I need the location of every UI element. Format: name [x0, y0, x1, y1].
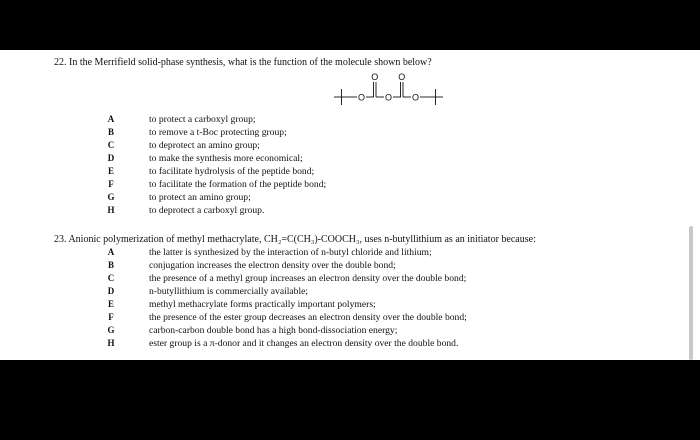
option-letter: A — [107, 114, 115, 124]
option-text: to deprotect an amino group; — [149, 140, 260, 151]
option-letter: A — [107, 247, 115, 257]
option-letter: H — [107, 205, 115, 215]
option-text: to protect an amino group; — [149, 192, 251, 203]
ether-oxygen-1: O — [357, 92, 366, 103]
option-letter: C — [107, 273, 115, 283]
option-text: to deprotect a carboxyl group. — [149, 205, 265, 216]
question-22-prompt: 22. In the Merrifield solid-phase synthesis, what is the function of the molecule shown below? — [54, 57, 432, 68]
option-letter: E — [107, 166, 114, 176]
document-page — [0, 50, 700, 360]
option-letter: G — [107, 325, 115, 335]
option-letter: D — [107, 153, 115, 163]
option-letter: G — [107, 192, 115, 202]
option-text: to facilitate the formation of the peptide bond; — [149, 179, 327, 190]
option-letter: E — [107, 299, 114, 309]
option-text: methyl methacrylate forms practically important polymers; — [149, 299, 376, 310]
option-letter: F — [108, 312, 114, 322]
option-text: carbon-carbon double bond has a high bond-dissociation energy; — [149, 325, 398, 336]
option-text: to protect a carboxyl group; — [149, 114, 256, 125]
option-text: n-butyllithium is commercially available; — [149, 286, 309, 297]
option-letter: D — [107, 286, 115, 296]
option-letter: F — [108, 179, 114, 189]
option-text: to make the synthesis more economical; — [149, 153, 303, 164]
option-text: the presence of the ester group decreases an electron density over the double bond; — [149, 312, 467, 323]
bridge-oxygen: O — [384, 92, 393, 103]
boc-anhydride-structure — [330, 70, 466, 114]
carbonyl-oxygen-2: O — [398, 72, 406, 82]
ether-oxygen-2: O — [411, 92, 420, 103]
option-letter: B — [107, 127, 114, 137]
option-text: the presence of a methyl group increases an electron density over the double bond; — [149, 273, 467, 284]
option-letter: B — [107, 260, 114, 270]
question-23-prompt: 23. Anionic polymerization of methyl methacrylate, CH₂=C(CH₃)-COOCH₃, uses n-butyllithium as an initiator because: — [54, 234, 536, 245]
option-text: ester group is a π-donor and it changes an electron density over the double bond. — [149, 338, 459, 349]
option-letter: H — [107, 338, 115, 348]
vertical-scrollbar[interactable] — [689, 226, 693, 360]
option-text: the latter is synthesized by the interaction of n-butyl chloride and lithium; — [149, 247, 432, 258]
option-text: to facilitate hydrolysis of the peptide bond; — [149, 166, 315, 177]
carbonyl-oxygen-1: O — [371, 72, 379, 82]
option-text: conjugation increases the electron density over the double bond; — [149, 260, 396, 271]
option-letter: C — [107, 140, 115, 150]
option-text: to remove a t-Boc protecting group; — [149, 127, 287, 138]
